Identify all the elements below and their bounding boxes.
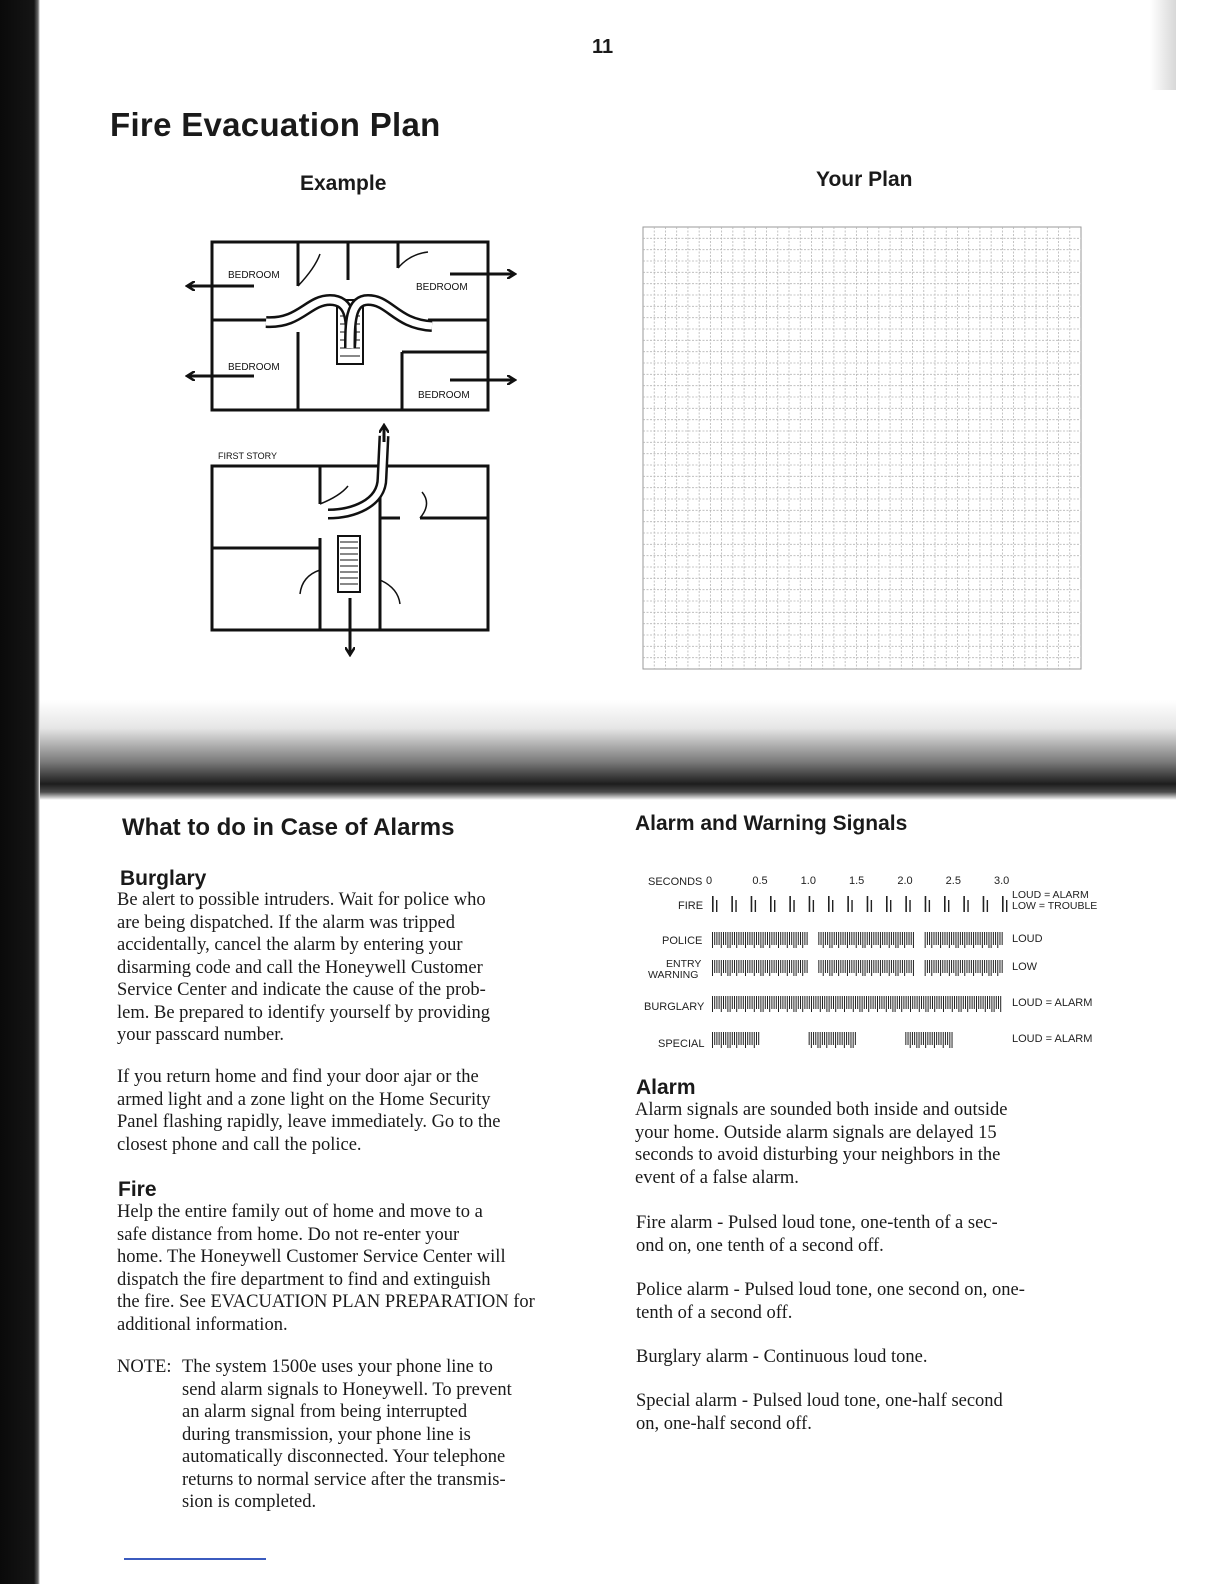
second-story-plan bbox=[188, 242, 514, 410]
special-signal-label: SPECIAL bbox=[658, 1038, 705, 1050]
special-alarm-text: Special alarm - Pulsed loud tone, one-half second on, one-half second off. bbox=[636, 1391, 1003, 1434]
signal-on-segment bbox=[712, 932, 808, 948]
signal-on-segment bbox=[712, 960, 808, 976]
signal-pulse bbox=[735, 900, 736, 912]
signal-pulse bbox=[716, 900, 717, 912]
note-label: NOTE: bbox=[117, 1357, 172, 1377]
signal-on-segment bbox=[809, 1032, 856, 1048]
tick-label: 1.5 bbox=[849, 875, 865, 887]
signal-pulse bbox=[905, 896, 907, 912]
entry-note: LOW bbox=[1012, 961, 1038, 973]
tick-label: 1.0 bbox=[800, 875, 816, 887]
burglary-text: Be alert to possible intruders. Wait for police who are being dispatched. If the alarm was tripped accidentally, cancel the alarm by entering your disarming code and call the Honeywell Customer Service Center and indicate the cause of the prob- lem. Be prepared to identify yourself by providing your passcard number. bbox=[117, 890, 490, 1045]
signal-pulse bbox=[963, 896, 965, 912]
entry-signal-label: ENTRY bbox=[666, 958, 702, 970]
page-number: 11 bbox=[592, 36, 614, 58]
signal-pulse bbox=[948, 900, 949, 912]
fire-alarm-text: Fire alarm - Pulsed loud tone, one-tenth of a sec- ond on, one tenth of a second off. bbox=[636, 1213, 998, 1256]
burglary-alarm-text: Burglary alarm - Continuous loud tone. bbox=[636, 1347, 928, 1367]
signal-pulse bbox=[751, 896, 753, 912]
signal-pulse bbox=[909, 900, 910, 912]
room-label: BEDROOM bbox=[418, 390, 470, 401]
signal-pulse bbox=[793, 900, 794, 912]
signal-on-segment bbox=[925, 960, 1003, 976]
room-label: BEDROOM bbox=[416, 282, 468, 293]
signal-pulse bbox=[847, 896, 849, 912]
signal-pulse bbox=[770, 896, 772, 912]
note-text: The system 1500e uses your phone line to send alarm signals to Honeywell. To prevent an alarm signal from being interrupted during transmission, your phone line is automatically disconnected. Your telephone returns to normal service after the transmis- sion is completed. bbox=[182, 1357, 512, 1512]
signal-on-segment bbox=[712, 1032, 759, 1048]
fire-heading: Fire bbox=[118, 1178, 157, 1201]
signal-pulse bbox=[871, 900, 872, 912]
alarms-title: What to do in Case of Alarms bbox=[122, 814, 455, 841]
signal-on-segment bbox=[925, 932, 1003, 948]
signal-on-segment bbox=[712, 996, 1001, 1012]
your-plan-grid[interactable] bbox=[642, 226, 1084, 672]
tick-label: 3.0 bbox=[994, 875, 1010, 887]
signal-pulse bbox=[813, 900, 814, 912]
special-note: LOUD = ALARM bbox=[1012, 1033, 1093, 1045]
fire-note-low: LOW = TROUBLE bbox=[1012, 900, 1098, 912]
alarm-heading: Alarm bbox=[636, 1076, 696, 1099]
first-story-label: FIRST STORY bbox=[218, 451, 278, 461]
signal-on-segment bbox=[818, 932, 914, 948]
tick-label: 2.0 bbox=[897, 875, 913, 887]
scan-margin bbox=[1176, 0, 1224, 1584]
book-spine-shadow bbox=[0, 0, 40, 1584]
footer-rule bbox=[124, 1558, 266, 1560]
signal-pulse bbox=[712, 896, 714, 912]
your-plan-heading: Your Plan bbox=[816, 168, 913, 191]
signal-pulse bbox=[944, 896, 946, 912]
room-label: BEDROOM bbox=[228, 270, 280, 281]
fire-signal-label: FIRE bbox=[678, 900, 704, 912]
signal-chart bbox=[640, 864, 1110, 1060]
signal-pulse bbox=[832, 900, 833, 912]
signal-pulse bbox=[867, 896, 869, 912]
burglary-note: LOUD = ALARM bbox=[1012, 997, 1093, 1009]
burglary-return-text: If you return home and find your door ajar or the armed light and a zone light on the Home Security Panel flashing rapidly, leave immediately. Go to the closest phone and call the police. bbox=[117, 1067, 501, 1155]
fire-text: Help the entire family out of home and move to a safe distance from home. Do not re-enter your home. The Honeywell Customer Service Center will dispatch the fire department to find and extinguish the fire. See EVACUATION PLAN PREPARATION for additional information. bbox=[117, 1202, 535, 1335]
signal-pulse bbox=[987, 900, 988, 912]
page-fold-shadow bbox=[40, 700, 1176, 800]
signal-pulse bbox=[828, 896, 830, 912]
tick-label: 0 bbox=[706, 875, 713, 887]
signal-on-segment bbox=[905, 1032, 952, 1048]
signal-pulse bbox=[890, 900, 891, 912]
police-signal-label: POLICE bbox=[662, 935, 703, 947]
tick-label: 2.5 bbox=[945, 875, 961, 887]
alarm-text: Alarm signals are sounded both inside and outside your home. Outside alarm signals are delayed 15 seconds to avoid disturbing your neighbors in the event of a false alarm. bbox=[635, 1100, 1008, 1188]
signal-pulse bbox=[886, 896, 888, 912]
signal-pulse bbox=[929, 900, 930, 912]
seconds-label: SECONDS bbox=[648, 876, 703, 888]
signal-pulse bbox=[731, 896, 733, 912]
signal-pulse bbox=[983, 896, 985, 912]
page-title: Fire Evacuation Plan bbox=[110, 106, 441, 143]
burglary-signal-label: BURGLARY bbox=[644, 1001, 705, 1013]
signal-pulse bbox=[1002, 896, 1004, 912]
warning-signal-label: WARNING bbox=[648, 969, 699, 981]
signal-pulse bbox=[755, 900, 756, 912]
fire-note-loud: LOUD = ALARM bbox=[1012, 889, 1089, 901]
police-alarm-text: Police alarm - Pulsed loud tone, one second on, one- tenth of a second off. bbox=[636, 1280, 1025, 1323]
signal-pulse bbox=[789, 896, 791, 912]
signal-pulse bbox=[1006, 900, 1007, 912]
signal-pulse bbox=[925, 896, 927, 912]
tick-label: 0.5 bbox=[752, 875, 768, 887]
signal-pulse bbox=[774, 900, 775, 912]
example-heading: Example bbox=[300, 172, 387, 195]
signal-pulse bbox=[967, 900, 968, 912]
room-label: BEDROOM bbox=[228, 362, 280, 373]
signal-pulse bbox=[851, 900, 852, 912]
burglary-heading: Burglary bbox=[120, 867, 207, 890]
signal-pulse bbox=[809, 896, 811, 912]
signals-title: Alarm and Warning Signals bbox=[635, 812, 908, 835]
police-note: LOUD bbox=[1012, 933, 1043, 945]
example-floorplan bbox=[170, 228, 530, 668]
signal-on-segment bbox=[818, 960, 914, 976]
